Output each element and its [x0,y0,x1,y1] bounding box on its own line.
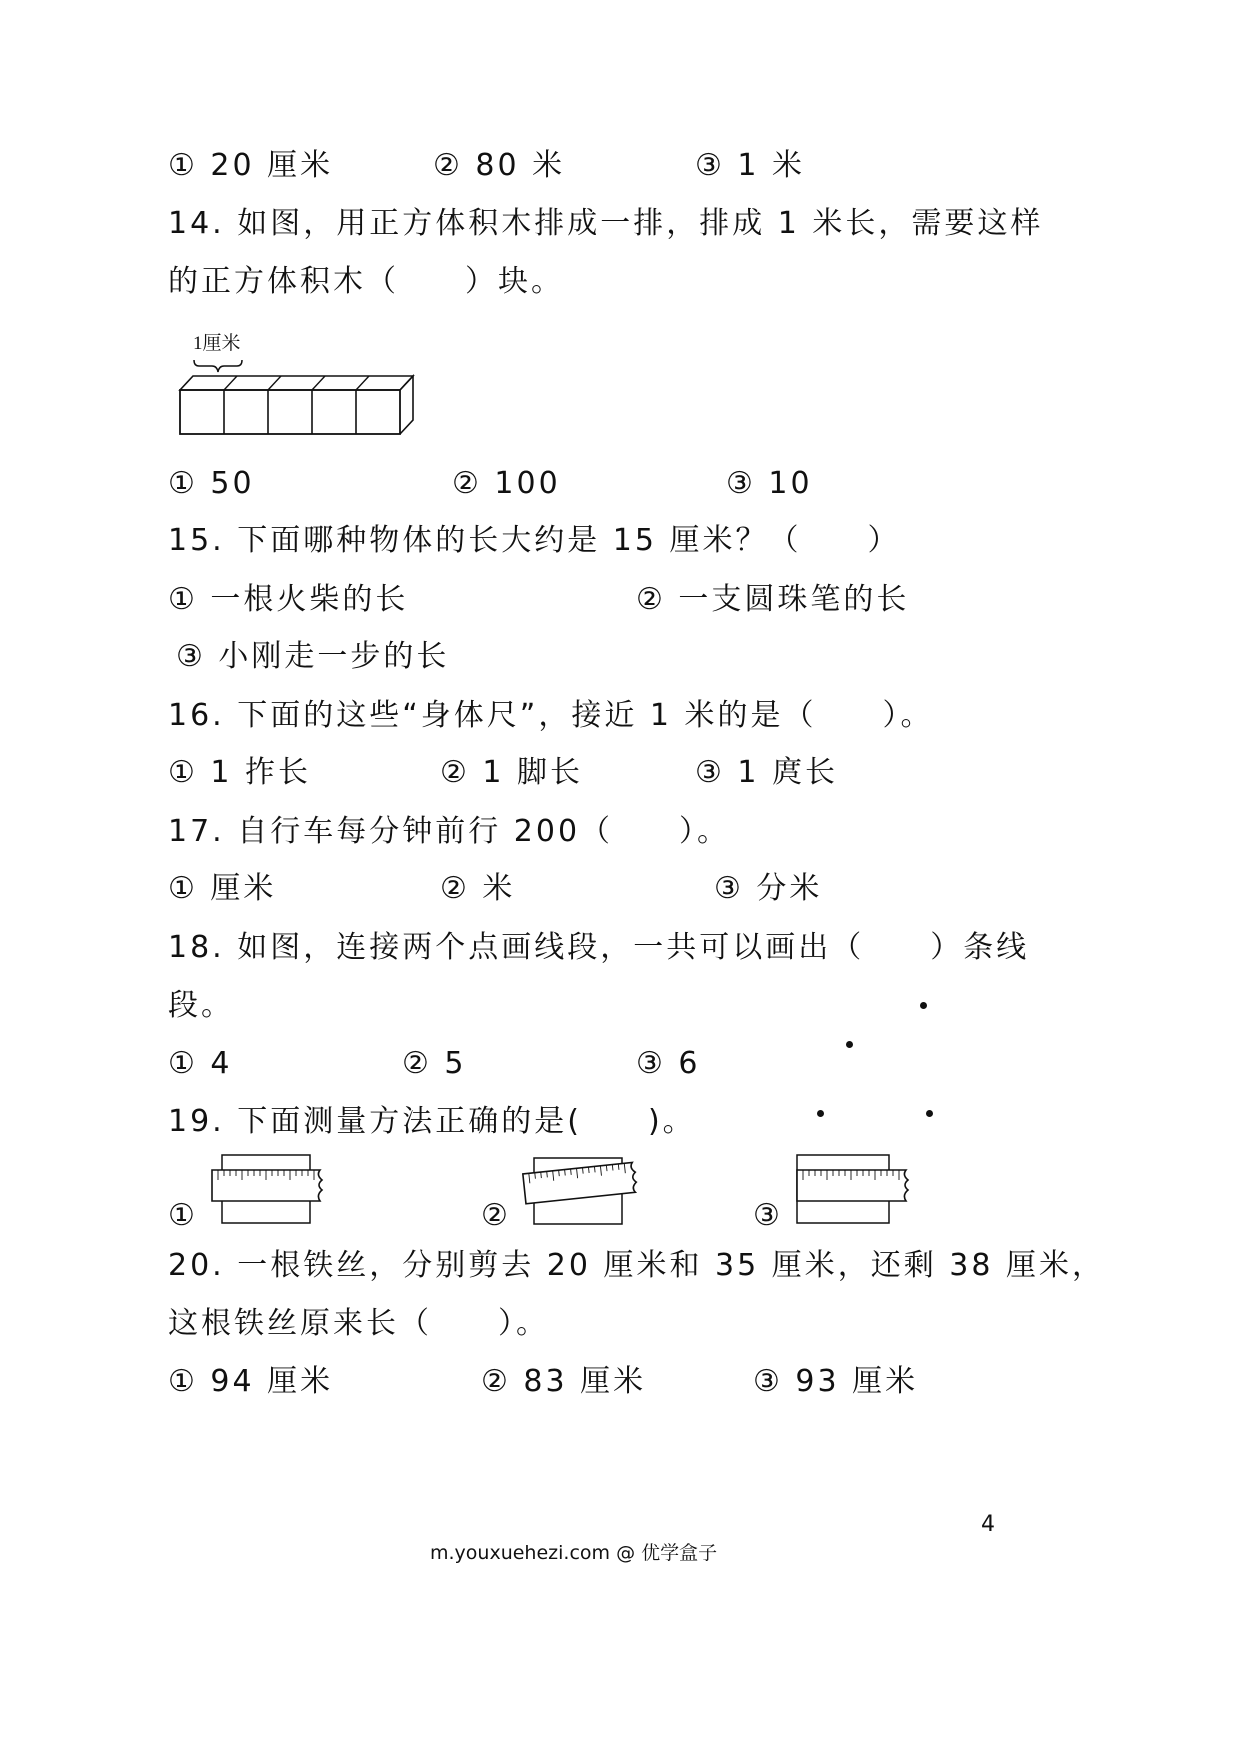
ruler-figure-2 [522,1152,642,1226]
q17-option-3: ③ 分米 [714,871,823,906]
q13-option-3: ③ 1 米 [695,148,806,183]
q15-question: 15. 下面哪种物体的长大约是 15 厘米？（ ） [168,523,901,558]
cube-row-figure [175,350,420,440]
q18-option-1: ① 4 [168,1046,233,1081]
q20-option-1: ① 94 厘米 [168,1364,334,1399]
q16-option-3: ③ 1 庹长 [695,755,839,790]
q13-option-2: ② 80 米 [433,148,566,183]
q15-option-2: ② 一支圆珠笔的长 [636,582,910,617]
q14-question-line1: 14. 如图，用正方体积木排成一排，排成 1 米长，需要这样 [168,206,1044,241]
q16-option-1: ① 1 拃长 [168,755,312,790]
q19-option-2: ② [481,1198,511,1233]
q16-option-2: ② 1 脚长 [440,755,584,790]
point-dot [846,1041,853,1048]
q18-option-3: ③ 6 [636,1046,701,1081]
page-number: 4 [981,1512,995,1537]
q14-option-1: ① 50 [168,466,255,501]
q18-option-2: ② 5 [402,1046,467,1081]
point-dot [817,1110,824,1117]
q19-option-3: ③ [753,1198,783,1233]
ruler-figure-3 [794,1153,919,1225]
q20-question-line1: 20. 一根铁丝，分别剪去 20 厘米和 35 厘米，还剩 38 厘米， [168,1248,1105,1283]
q18-question-line1: 18. 如图，连接两个点画线段，一共可以画出（ ）条线 [168,930,1030,965]
point-dot [920,1002,927,1009]
q20-option-2: ② 83 厘米 [481,1364,647,1399]
q20-option-3: ③ 93 厘米 [753,1364,919,1399]
q17-question: 17. 自行车每分钟前行 200（ ）。 [168,814,731,849]
footer-watermark: m.youxuehezi.com @ 优学盒子 [430,1542,718,1564]
q14-figure-label: 1厘米 [193,333,241,354]
q15-option-1: ① 一根火柴的长 [168,582,409,617]
q14-option-2: ② 100 [452,466,561,501]
q14-option-3: ③ 10 [726,466,813,501]
q14-question-line2: 的正方体积木（ ）块。 [168,264,564,299]
q15-option-3: ③ 小刚走一步的长 [176,639,450,674]
q20-question-line2: 这根铁丝原来长（ ）。 [168,1306,549,1341]
q19-option-1: ① [168,1198,198,1233]
q16-question: 16. 下面的这些“身体尺”，接近 1 米的是（ ）。 [168,698,934,733]
q17-option-1: ① 厘米 [168,871,277,906]
q18-question-line2: 段。 [168,988,234,1023]
ruler-figure-1 [210,1153,330,1225]
q13-option-1: ① 20 厘米 [168,148,334,183]
point-dot [926,1110,933,1117]
q19-question: 19. 下面测量方法正确的是( )。 [168,1104,696,1139]
q17-option-2: ② 米 [440,871,516,906]
